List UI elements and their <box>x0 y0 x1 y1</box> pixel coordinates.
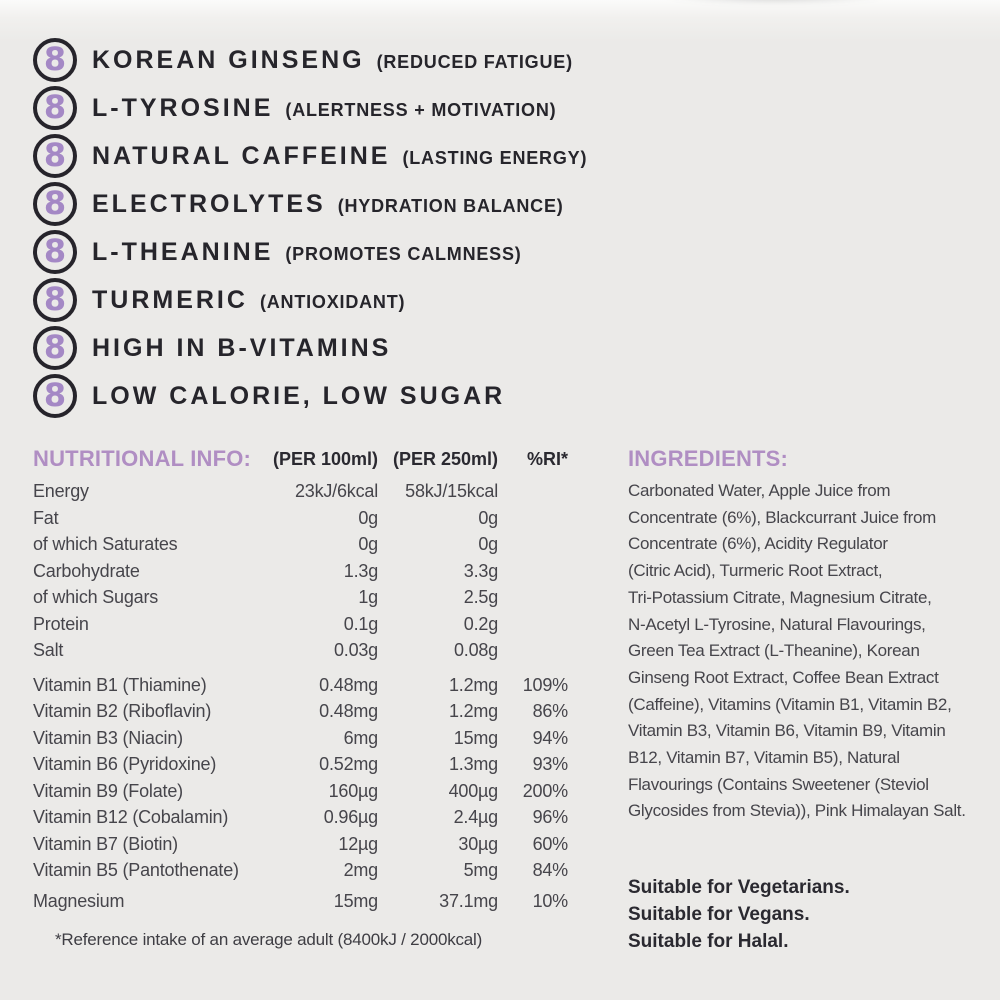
nutrition-row <box>33 637 568 664</box>
nutrition-row <box>33 672 568 699</box>
ri-percent-value: 94% <box>532 727 568 748</box>
per-250ml-value: 37.1mg <box>439 890 498 911</box>
ingredients-line: Carbonated Water, Apple Juice from <box>628 481 891 500</box>
per-100ml-value: 23kJ/6kcal <box>294 481 378 501</box>
figure-8-icon <box>33 326 77 370</box>
per-100ml-value: 6mg <box>343 727 378 748</box>
per-100ml-value: 0.03g <box>333 640 378 660</box>
ingredients-line: B12, Vitamin B7, Vitamin B5), Natural <box>628 748 900 768</box>
ingredients-line: N-Acetyl L-Tyrosine, Natural Flavourings, <box>628 614 926 634</box>
per-100ml-value: 0.48mg <box>319 674 378 695</box>
macro-rows <box>33 478 568 664</box>
nutrient-name: Energy <box>33 481 89 501</box>
nutrition-row <box>33 888 568 915</box>
per-250ml-value: 2.4µg <box>453 807 498 827</box>
ingredients-line: Concentrate (6%), Acidity Regulator <box>628 534 888 554</box>
benefit-note: (PROMOTES CALMNESS) <box>285 243 522 264</box>
nutrient-name: Vitamin B3 (Niacin) <box>33 727 183 748</box>
per-100ml-value: 1g <box>358 587 378 607</box>
benefit-item <box>33 230 587 274</box>
benefit-note: (ALERTNESS + MOTIVATION) <box>285 99 557 120</box>
figure-8-icon <box>33 374 77 418</box>
ingredients-line: Concentrate (6%), Blackcurrant Juice from <box>628 507 936 527</box>
nutrition-row <box>33 478 568 505</box>
benefit-note: (HYDRATION BALANCE) <box>337 195 564 216</box>
figure-8-glyph: 8 <box>43 136 67 174</box>
figure-8-icon <box>33 86 77 130</box>
ri-percent-value: 109% <box>522 674 568 695</box>
nutrient-name: Protein <box>33 613 89 634</box>
per-100ml-value: 0.48mg <box>319 701 378 721</box>
ri-percent-value: 10% <box>532 890 568 911</box>
per-250ml-value: 5mg <box>463 860 498 880</box>
nutrient-name: of which Sugars <box>33 587 159 607</box>
benefit-item <box>33 278 587 322</box>
vitamin-rows <box>33 672 568 884</box>
benefit-title: L-THEANINE <box>92 237 274 266</box>
figure-8-glyph: 8 <box>43 40 67 78</box>
nutrition-row <box>33 558 568 585</box>
per-100ml-value: 0.96µg <box>323 807 378 827</box>
per-100ml-value: 160µg <box>328 780 378 801</box>
ri-percent-value: 200% <box>522 780 568 801</box>
nutrient-name: Vitamin B7 (Biotin) <box>33 833 178 854</box>
nutrient-name: Vitamin B2 (Riboflavin) <box>33 701 212 721</box>
col-header-per-100ml: (PER 100ml) <box>272 449 378 469</box>
ri-percent-value: 93% <box>532 754 568 774</box>
nutrient-name: Fat <box>33 507 59 528</box>
per-250ml-value: 1.2mg <box>448 674 498 695</box>
ri-percent-value <box>498 637 568 664</box>
nutrition-title: NUTRITIONAL INFO: <box>33 446 252 471</box>
benefit-text <box>92 238 522 267</box>
per-100ml-value: 0.1g <box>343 613 378 634</box>
per-250ml-value: 0.2g <box>463 613 498 634</box>
benefit-text <box>92 286 405 315</box>
figure-8-icon <box>33 230 77 274</box>
suitability-line: Suitable for Vegans. <box>628 904 810 925</box>
figure-8-glyph: 8 <box>43 232 67 270</box>
benefit-text <box>92 94 556 123</box>
ingredients-line: (Caffeine), Vitamins (Vitamin B1, Vitamin B2, <box>628 694 952 714</box>
nutrient-name: of which Saturates <box>33 534 178 554</box>
benefit-item <box>33 326 587 370</box>
benefit-text <box>92 46 573 75</box>
benefit-item <box>33 134 587 178</box>
nutrition-row <box>33 725 568 752</box>
per-250ml-value: 0g <box>478 507 498 528</box>
per-100ml-value: 0.52mg <box>319 754 378 774</box>
per-250ml-value: 400µg <box>448 780 498 801</box>
ri-percent-value <box>498 531 568 558</box>
nutrition-row <box>33 778 568 805</box>
reference-intake-footnote: *Reference intake of an average adult (8400kJ / 2000kcal) <box>55 930 483 949</box>
ingredients-title: INGREDIENTS: <box>628 446 789 471</box>
benefits-list <box>33 38 587 422</box>
benefit-note: (REDUCED FATIGUE) <box>376 51 573 72</box>
suitability-line: Suitable for Halal. <box>628 931 789 952</box>
nutrition-header-row <box>33 446 568 472</box>
nutrition-row <box>33 611 568 638</box>
nutrition-row <box>33 505 568 532</box>
figure-8-glyph: 8 <box>43 88 67 126</box>
per-100ml-value: 15mg <box>333 890 378 911</box>
benefit-text <box>92 334 403 363</box>
benefit-item <box>33 374 587 418</box>
figure-8-glyph: 8 <box>43 280 67 318</box>
figure-8-glyph: 8 <box>43 328 67 366</box>
figure-8-icon <box>33 134 77 178</box>
per-250ml-value: 58kJ/15kcal <box>405 481 498 501</box>
figure-8-glyph: 8 <box>43 376 67 414</box>
per-250ml-value: 1.3mg <box>448 754 498 774</box>
suitability-line: Suitable for Vegetarians. <box>628 877 850 898</box>
ri-percent-value: 96% <box>532 807 568 827</box>
benefit-item <box>33 182 587 226</box>
benefit-note: (ANTIOXIDANT) <box>259 291 406 312</box>
figure-8-icon <box>33 182 77 226</box>
per-250ml-value: 0g <box>478 534 498 554</box>
nutrition-panel <box>33 446 568 914</box>
nutrient-name: Vitamin B1 (Thiamine) <box>33 674 207 695</box>
nutrition-row <box>33 831 568 858</box>
ingredients-text <box>628 478 1000 825</box>
benefit-title: L-TYROSINE <box>92 93 274 122</box>
benefit-title: TURMERIC <box>92 285 248 314</box>
per-100ml-value: 1.3g <box>343 560 378 581</box>
ri-percent-value: 84% <box>532 860 568 880</box>
photo-shadow <box>660 0 890 4</box>
benefit-text <box>92 142 587 171</box>
ingredients-line: Flavourings (Contains Sweetener (Steviol <box>628 774 929 794</box>
figure-8-glyph: 8 <box>43 184 67 222</box>
nutrition-row <box>33 751 568 778</box>
benefit-item <box>33 38 587 82</box>
nutrient-name: Vitamin B12 (Cobalamin) <box>33 807 229 827</box>
nutrient-name: Salt <box>33 640 64 660</box>
ri-percent-value <box>498 611 568 638</box>
per-250ml-value: 15mg <box>453 727 498 748</box>
col-header-per-250ml: (PER 250ml) <box>392 449 498 469</box>
nutrition-row <box>33 804 568 831</box>
nutrient-name: Magnesium <box>33 890 125 911</box>
nutrient-name: Vitamin B9 (Folate) <box>33 780 183 801</box>
per-100ml-value: 0g <box>358 507 378 528</box>
nutrient-name: Vitamin B6 (Pyridoxine) <box>33 754 217 774</box>
per-250ml-value: 2.5g <box>463 587 498 607</box>
benefit-text <box>92 382 517 411</box>
ri-percent-value <box>498 505 568 532</box>
nutrition-row <box>33 531 568 558</box>
ri-percent-value: 60% <box>532 833 568 854</box>
nutrient-name: Carbohydrate <box>33 560 140 581</box>
benefit-title: KOREAN GINSENG <box>92 45 365 74</box>
mineral-rows <box>33 888 568 915</box>
per-250ml-value: 30µg <box>458 833 498 854</box>
benefit-title: LOW CALORIE, LOW SUGAR <box>92 381 506 410</box>
figure-8-icon <box>33 38 77 82</box>
ingredients-line: Vitamin B3, Vitamin B6, Vitamin B9, Vitamin <box>628 721 946 741</box>
benefit-text <box>92 190 564 219</box>
ingredients-panel <box>628 446 1000 825</box>
ingredients-line: Tri-Potassium Citrate, Magnesium Citrate, <box>628 587 932 607</box>
benefit-title: NATURAL CAFFEINE <box>92 141 391 170</box>
benefit-item <box>33 86 587 130</box>
nutrition-row <box>33 698 568 725</box>
ri-percent-value <box>498 478 568 505</box>
ingredients-line: Green Tea Extract (L-Theanine), Korean <box>628 641 920 661</box>
nutrient-name: Vitamin B5 (Pantothenate) <box>33 860 239 880</box>
ingredients-line: Ginseng Root Extract, Coffee Bean Extract <box>628 667 939 687</box>
nutrition-row <box>33 857 568 884</box>
benefit-title: HIGH IN B-VITAMINS <box>92 333 392 362</box>
ingredients-line: (Citric Acid), Turmeric Root Extract, <box>628 561 883 581</box>
benefit-note: (LASTING ENERGY) <box>402 147 588 168</box>
per-250ml-value: 0.08g <box>453 640 498 660</box>
per-250ml-value: 3.3g <box>463 560 498 581</box>
per-250ml-value: 1.2mg <box>448 701 498 721</box>
col-header-ri-percent: %RI* <box>526 449 568 469</box>
per-100ml-value: 0g <box>358 534 378 554</box>
nutrition-row <box>33 584 568 611</box>
suitability-list <box>628 874 850 955</box>
per-100ml-value: 12µg <box>338 833 378 854</box>
figure-8-icon <box>33 278 77 322</box>
ri-percent-value <box>498 584 568 611</box>
ingredients-line: Glycosides from Stevia)), Pink Himalayan Salt. <box>628 801 966 821</box>
ri-percent-value: 86% <box>532 701 568 721</box>
benefit-title: ELECTROLYTES <box>92 189 326 218</box>
ri-percent-value <box>498 558 568 585</box>
per-100ml-value: 2mg <box>343 860 378 880</box>
